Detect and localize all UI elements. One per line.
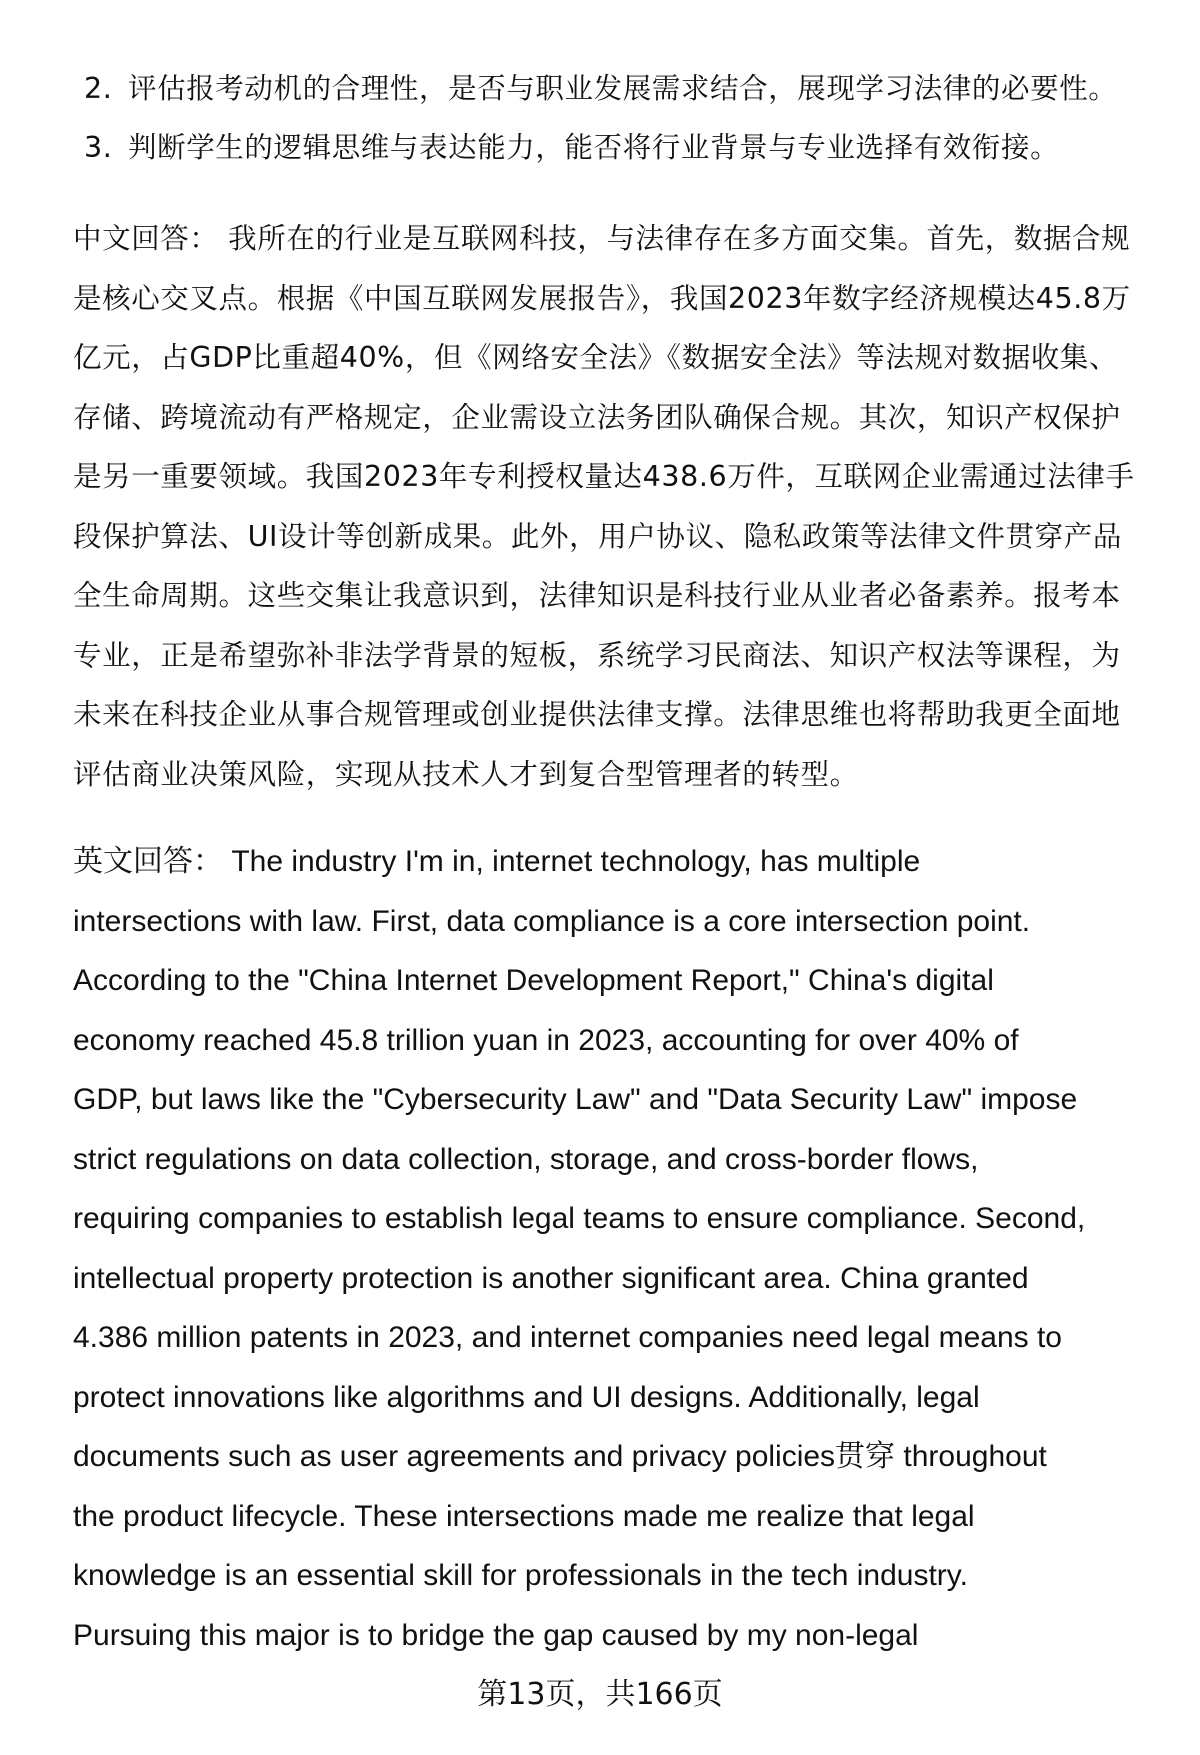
text-line: 存储、跨境流动有严格规定，企业需设立法务团队确保合规。其次，知识产权保护 bbox=[73, 400, 1121, 434]
text-line: 是核心交叉点。根据《中国互联网发展报告》，我国2023年数字经济规模达45.8万 bbox=[73, 281, 1131, 315]
text-line: 专业，正是希望弥补非法学背景的短板，系统学习民商法、知识产权法等课程，为 bbox=[73, 638, 1121, 672]
text-line: 是另一重要领域。我国2023年专利授权量达438.6万件，互联网企业需通过法律手 bbox=[73, 460, 1135, 493]
text-line: 英文回答： The industry I'm in, internet technology, has multiple bbox=[73, 845, 921, 878]
list-number: 2. bbox=[84, 72, 113, 105]
text-line: protect innovations like algorithms and UI designs. Additionally, legal bbox=[73, 1380, 980, 1414]
text-line: economy reached 45.8 trillion yuan in 2023, accounting for over 40% of bbox=[73, 1023, 1019, 1057]
text-line: documents such as user agreements and privacy policies贯穿 throughout bbox=[73, 1440, 1047, 1473]
list-text: 判断学生的逻辑思维与表达能力，能否将行业背景与专业选择有效衔接。 bbox=[128, 131, 1060, 164]
text-line: 段保护算法、UI设计等创新成果。此外，用户协议、隐私政策等法律文件贯穿产品 bbox=[73, 519, 1122, 553]
text-line: knowledge is an essential skill for professionals in the tech industry. bbox=[73, 1559, 968, 1592]
list-text: 评估报考动机的合理性，是否与职业发展需求结合，展现学习法律的必要性。 bbox=[128, 72, 1118, 105]
text-line: Pursuing this major is to bridge the gap caused by my non-legal bbox=[73, 1618, 919, 1652]
text-line: 4.386 million patents in 2023, and internet companies need legal means to bbox=[73, 1321, 1062, 1354]
list-item bbox=[84, 128, 1059, 168]
text-line: GDP, but laws like the "Cybersecurity Law" and "Data Security Law" impose bbox=[73, 1083, 1078, 1116]
list-item bbox=[84, 69, 1117, 109]
text-line: 未来在科技企业从事合规管理或创业提供法律支撑。法律思维也将帮助我更全面地 bbox=[73, 698, 1121, 731]
text-line: 评估商业决策风险，实现从技术人才到复合型管理者的转型。 bbox=[73, 757, 859, 791]
page-number: 第13页，共166页 bbox=[477, 1677, 723, 1712]
text-line: 亿元，占GDP比重超40%，但《网络安全法》《数据安全法》等法规对数据收集、 bbox=[73, 341, 1119, 374]
text-line: the product lifecycle. These intersections made me realize that legal bbox=[73, 1499, 975, 1533]
text-line: intellectual property protection is another significant area. China granted bbox=[73, 1261, 1029, 1295]
text-line: strict regulations on data collection, storage, and cross-border flows, bbox=[73, 1142, 979, 1176]
text-line: 全生命周期。这些交集让我意识到，法律知识是科技行业从业者必备素养。报考本 bbox=[73, 579, 1121, 612]
list-number: 3. bbox=[84, 131, 113, 164]
text-line: requiring companies to establish legal teams to ensure compliance. Second, bbox=[73, 1202, 1086, 1235]
text-line: According to the "China Internet Development Report," China's digital bbox=[73, 964, 994, 997]
text-line: 中文回答： 我所在的行业是互联网科技，与法律存在多方面交集。首先，数据合规 bbox=[73, 222, 1131, 255]
text-line: intersections with law. First, data compliance is a core intersection point. bbox=[73, 904, 1031, 938]
